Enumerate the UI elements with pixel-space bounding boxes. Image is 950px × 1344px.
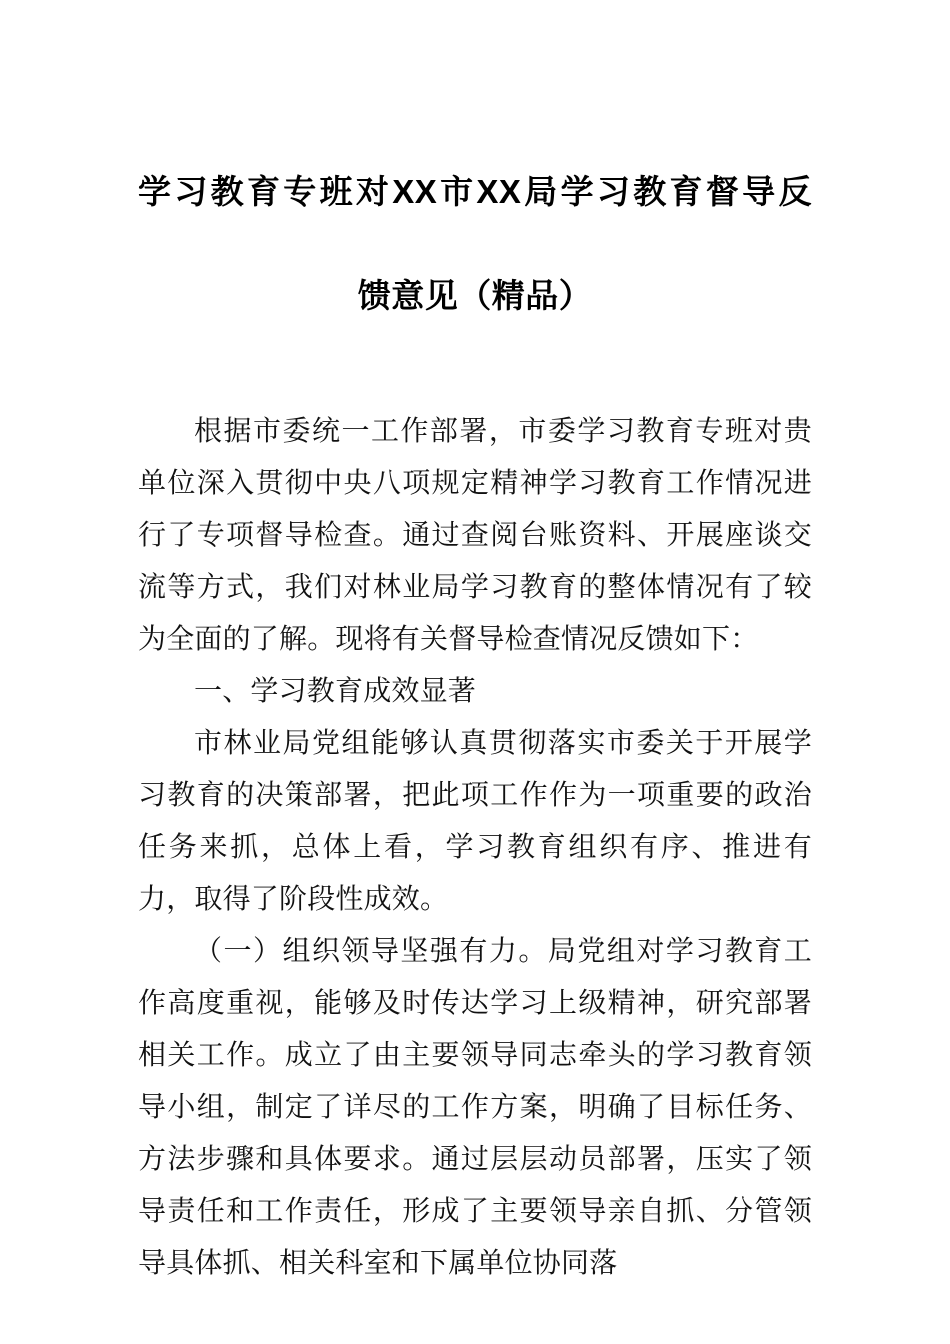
document-text-column xyxy=(138,140,812,1290)
title-body-spacer xyxy=(138,348,812,406)
section-heading-1: 一、学习教育成效显著 xyxy=(194,676,477,707)
page-title-line-1: 学习教育专班对XX市XX局学习教育督导反 xyxy=(138,173,812,210)
subsection-1-1-paragraph: （一）组织领导坚强有力。局党组对学习教育工作高度重视，能够及时传达学习上级精神，研究部署相关工作。成立了由主要领导同志牵头的学习教育领导小组，制定了详尽的工作方案，明确了目标任务、方法步骤和具体要求。通过层层动员部署，压实了领导责任和工作责任，形成了主要领导亲自抓、分管领导具体抓、相关科室和下属单位协同落 xyxy=(138,936,812,1279)
intro-paragraph: 根据市委统一工作部署，市委学习教育专班对贵单位深入贯彻中央八项规定精神学习教育工作情况进行了专项督导检查。通过查阅台账资料、开展座谈交流等方式，我们对林业局学习教育的整体情况有了较为全面的了解。现将有关督导检查情况反馈如下： xyxy=(138,416,812,655)
page-title xyxy=(138,140,812,348)
section-1-lead-paragraph: 市林业局党组能够认真贯彻落实市委关于开展学习教育的决策部署，把此项工作作为一项重要的政治任务来抓，总体上看，学习教育组织有序、推进有力，取得了阶段性成效。 xyxy=(138,728,812,915)
page-title-line-2: 馈意见（精品） xyxy=(357,277,593,314)
